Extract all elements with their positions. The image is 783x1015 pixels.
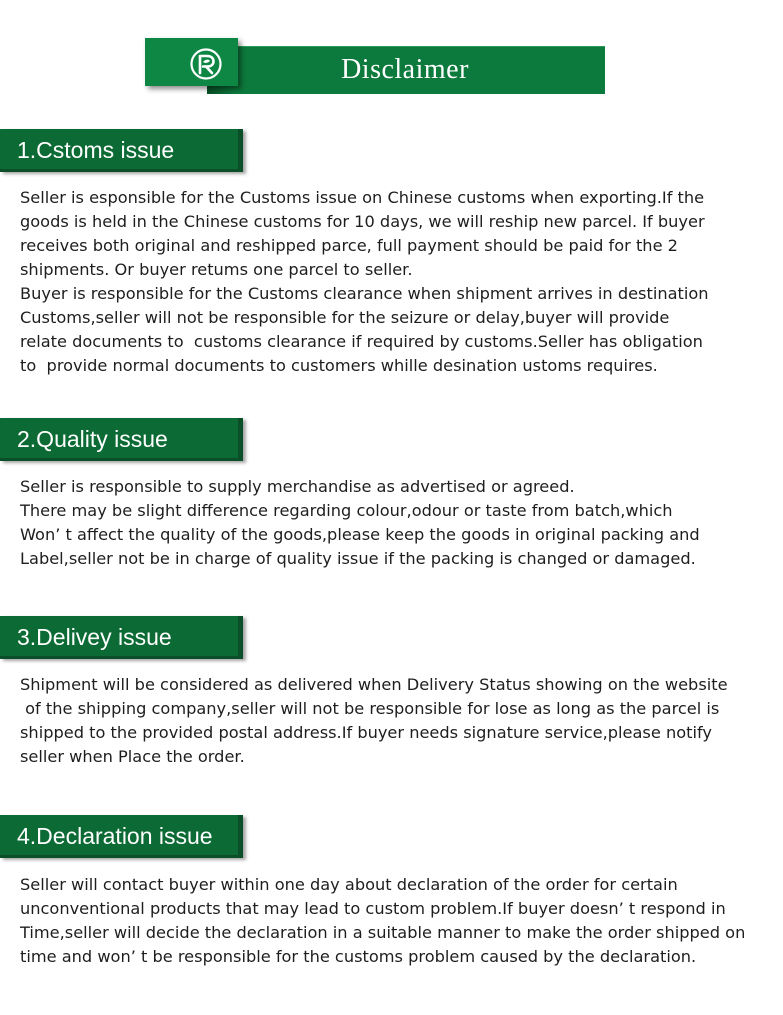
body-line: seller when Place the order. (20, 747, 245, 766)
rk-leaf-logo-icon (189, 47, 223, 81)
section-heading-label: 2.Quality issue (17, 426, 168, 452)
section-heading-label: 1.Cstoms issue (17, 137, 175, 163)
body-line: Label,seller not be in charge of quality issue if the packing is changed or damaged. (20, 549, 696, 568)
body-line: Time,seller will decide the declaration in a suitable manner to make the order shipped on (20, 923, 746, 942)
section-body-quality (20, 475, 770, 571)
section-body-declaration (20, 873, 770, 969)
body-line: relate documents to customs clearance if required by customs.Seller has obligation (20, 332, 703, 351)
body-line: goods is held in the Chinese customs for 10 days, we will reship new parcel. If buyer (20, 212, 705, 231)
body-line: There may be slight difference regarding colour,odour or taste from batch,which (20, 501, 673, 520)
body-line: to provide normal documents to customers whille desination ustoms requires. (20, 356, 658, 375)
logo-box (145, 38, 238, 86)
section-heading-label: 4.Declaration issue (17, 823, 213, 849)
section-heading-customs (0, 129, 243, 172)
body-line: unconventional products that may lead to custom problem.If buyer doesn’ t respond in (20, 899, 726, 918)
body-line: Shipment will be considered as delivered when Delivery Status showing on the website (20, 675, 728, 694)
section-body-delivery (20, 673, 770, 769)
section-heading-label: 3.Delivey issue (17, 624, 172, 650)
body-line: time and won’ t be responsible for the customs problem caused by the declaration. (20, 947, 697, 966)
body-line: Won’ t affect the quality of the goods,please keep the goods in original packing and (20, 525, 700, 544)
section-heading-declaration (0, 815, 243, 858)
body-line: Buyer is responsible for the Customs clearance when shipment arrives in destination (20, 284, 709, 303)
section-heading-delivery (0, 616, 243, 659)
disclaimer-banner (145, 38, 605, 94)
body-line: of the shipping company,seller will not be responsible for lose as long as the parcel is (20, 699, 720, 718)
body-line: receives both original and reshipped parce, full payment should be paid for the 2 (20, 236, 678, 255)
body-line: Customs,seller will not be responsible for the seizure or delay,buyer will provide (20, 308, 670, 327)
page-title: Disclaimer (341, 54, 469, 85)
body-line: Seller is esponsible for the Customs issue on Chinese customs when exporting.If the (20, 188, 705, 207)
body-line: Seller is responsible to supply merchandise as advertised or agreed. (20, 477, 575, 496)
section-heading-quality (0, 418, 243, 461)
body-line: Seller will contact buyer within one day about declaration of the order for certain (20, 875, 678, 894)
body-line: shipments. Or buyer retums one parcel to seller. (20, 260, 413, 279)
body-line: shipped to the provided postal address.If buyer needs signature service,please notify (20, 723, 712, 742)
section-body-customs (20, 186, 770, 378)
